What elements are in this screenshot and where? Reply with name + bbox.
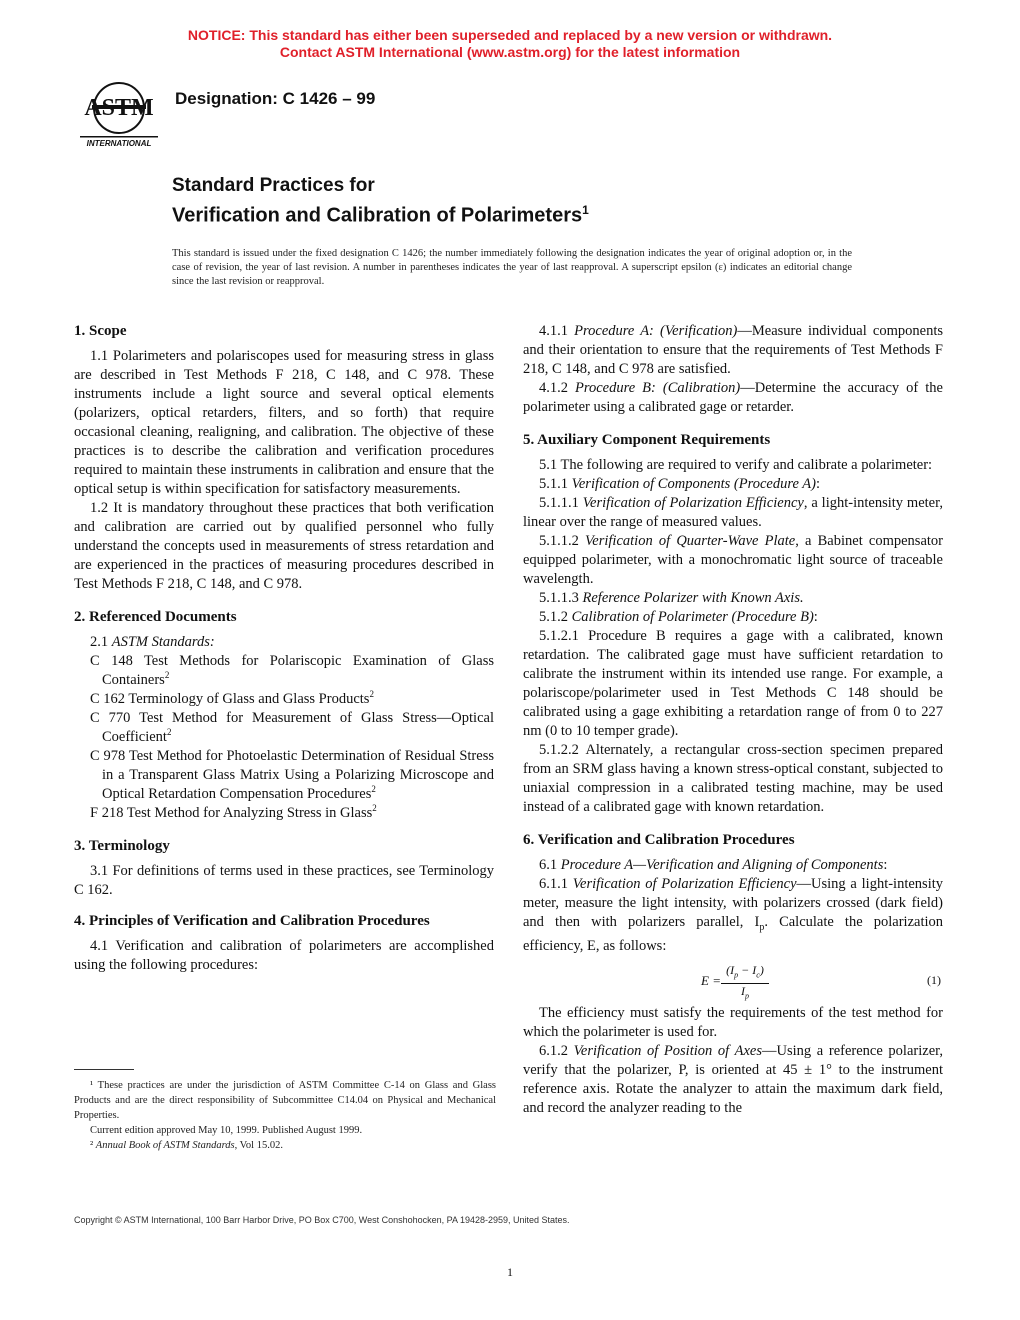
paragraph-5-1-2-1: 5.1.2.1 Procedure B requires a gage with a calibrated, known retardation. The calibrated gage must have sufficient retardation to calibrate the instrument within its intended use range. For example, a polariscope/polarimeter used in Test Methods C 148 should be calibrated using a gage exhibiting a retardation range of from 0 to 227 nm (0 to 10 temper grade). [523, 628, 943, 739]
title-line-1: Standard Practices for [172, 175, 375, 196]
equation-label: (1) [927, 972, 941, 987]
paragraph-1-1: 1.1 Polarimeters and polariscopes used for measuring stress in glass are described in Test Methods F 218, C 148, and C 978. These instruments include a light source and several optical elements (polarizers, optical retarders, filters, and so forth) that require occasional cleaning, realigning, and calibration. The objective of these practices is to describe the calibration and verification procedures required to maintain these instruments in calibration and ensure that the optical setup is within specification for satisfactory measurements. [74, 348, 494, 497]
paragraph-4-1-1: 4.1.1 Procedure A: (Verification)—Measure individual components and their orientation to ensure that the requirements of Test Methods F 218, C 148, and C 978 are satisfied. [523, 323, 943, 377]
logo-subtitle: INTERNATIONAL [86, 139, 152, 148]
astm-logo [74, 78, 164, 150]
paragraph-5-1-2-2: 5.1.2.2 Alternately, a rectangular cross-section specimen prepared from an SRM glass having a known stress-optical constant, subjected to uniaxial compression in a calibrated testing machine, may be used instead of a calibrated gage with known retardation. [523, 742, 943, 815]
equation-numerator: $(I_p - I_c)$ [721, 962, 769, 984]
reference-f218: F 218 Test Method for Analyzing Stress in Glass$^2$ [90, 803, 377, 821]
title-line-2: Verification and Calibration of Polarimeters$^1$ [172, 203, 589, 227]
notice-line-1: NOTICE: This standard has either been superseded and replaced by a new version or withdrawn. [187, 27, 833, 43]
paragraph-5-1: 5.1 The following are required to verify and calibrate a polarimeter: [539, 457, 933, 473]
paragraph-6-1: 6.1 Procedure A—Verification and Aligning of Components: [539, 857, 888, 873]
paragraph-5-1-1-2: 5.1.1.2 Verification of Quarter-Wave Plate, a Babinet compensator equipped polarimeter, with a monochromatic light source of traceable wavelength. [523, 533, 943, 587]
paragraph-5-1-1-1: 5.1.1.1 Verification of Polarization Efficiency, a light-intensity meter, linear over the range of measured values. [523, 495, 943, 530]
notice-line-2: Contact ASTM International (www.astm.org) for the latest information [279, 44, 741, 60]
title-footnote-mark: 1 [582, 203, 589, 217]
designation: Designation: C 1426 – 99 [175, 89, 376, 108]
paragraph-efficiency: The efficiency must satisfy the requirements of the test method for which the polarimeter is used for. [523, 1004, 943, 1040]
paragraph-6-1-1: 6.1.1 Verification of Polarization Efficiency—Using a light-intensity meter, measure the light intensity, with polarizers crossed (dark field) and then with polarizers parallel, $I_p$. Calculate the polarization efficiency, E, as follows: [523, 876, 943, 954]
reference-c978: C 978 Test Method for Photoelastic Determination of Residual Stress in a Transparent Glass Matrix Using a Polarizing Microscope and Optical Retardation Compensation Procedures$^2$ [90, 748, 494, 802]
paragraph-5-1-1-3: 5.1.1.3 Reference Polarizer with Known Axis. [539, 590, 804, 606]
left-column [74, 322, 494, 975]
footnote-1-approval: Current edition approved May 10, 1999. Published August 1999. [90, 1125, 363, 1136]
section-1-heading: 1. Scope [74, 323, 127, 339]
footnote-1: ¹ These practices are under the jurisdiction of ASTM Committee C-14 on Glass and Glass Products and are the direct responsibility of Subcommittee C14.04 on Physical and Mechanical Properties. [74, 1080, 496, 1121]
paragraph-6-1-2: 6.1.2 Verification of Position of Axes—Using a reference polarizer, verify that the polarizer, P, is oriented at 45 ± 1° to the instrument reference axis. Rotate the analyzer to attain the maximum dark field, and record the analyzer reading to the [523, 1042, 944, 1116]
footnote-rule [74, 1069, 134, 1070]
equation-denominator: $I_p$ [741, 984, 749, 1001]
reference-c162: C 162 Terminology of Glass and Glass Products$^2$ [90, 689, 374, 707]
paragraph-5-1-1: 5.1.1 Verification of Components (Procedure A): [539, 476, 820, 492]
right-column [523, 322, 943, 1118]
paragraph-5-1-2: 5.1.2 Calibration of Polarimeter (Procedure B): [539, 609, 818, 625]
equation-fraction [721, 962, 769, 1004]
reference-c148: C 148 Test Methods for Polariscopic Examination of Glass Containers$^2$ [90, 653, 494, 688]
paragraph-4-1: 4.1 Verification and calibration of polarimeters are accomplished using the following procedures: [74, 938, 494, 973]
reference-c770: C 770 Test Method for Measurement of Glass Stress—Optical Coefficient$^2$ [90, 710, 494, 745]
footnote-2: ² Annual Book of ASTM Standards, Vol 15.02. [90, 1140, 283, 1151]
section-3-heading: 3. Terminology [74, 838, 170, 854]
issued-note: This standard is issued under the fixed designation C 1426; the number immediately following the designation indicates the year of original adoption or, in the case of revision, the year of last revision. A number in parentheses indicates the year of last reapproval. A superscript epsilon (ε) indicates an editorial change since the last revision or reapproval. [172, 248, 852, 287]
section-5-heading: 5. Auxiliary Component Requirements [523, 432, 771, 448]
page-number: 1 [507, 1265, 513, 1279]
copyright: Copyright © ASTM International, 100 Barr Harbor Drive, PO Box C700, West Conshohocken, PA 19428-2959, United States. [74, 1215, 570, 1225]
paragraph-2-1: 2.1 ASTM Standards: [90, 634, 215, 650]
paragraph-3-1: 3.1 For definitions of terms used in these practices, see Terminology C 162. [74, 863, 494, 898]
footnotes [74, 1078, 496, 1153]
section-2-heading: 2. Referenced Documents [74, 609, 237, 625]
section-6-heading: 6. Verification and Calibration Procedures [523, 832, 795, 848]
notice-banner [0, 27, 1020, 61]
section-4-heading: 4. Principles of Verification and Calibration Procedures [74, 913, 430, 929]
logo-letters: ASTM [84, 95, 154, 121]
equation-1 [523, 960, 943, 1000]
document-title [172, 175, 589, 229]
equation-lhs: E = [701, 972, 721, 988]
paragraph-4-1-2: 4.1.2 Procedure B: (Calibration)—Determine the accuracy of the polarimeter using a calibrated gage or retarder. [523, 380, 943, 415]
paragraph-1-2: 1.2 It is mandatory throughout these practices that both verification and calibration are carried out by qualified personnel who fully understand the concepts used in measurements of stress retardation and are experienced in the practices of measuring procedures described in Test Methods F 218, C 148, and C 978. [74, 500, 494, 592]
